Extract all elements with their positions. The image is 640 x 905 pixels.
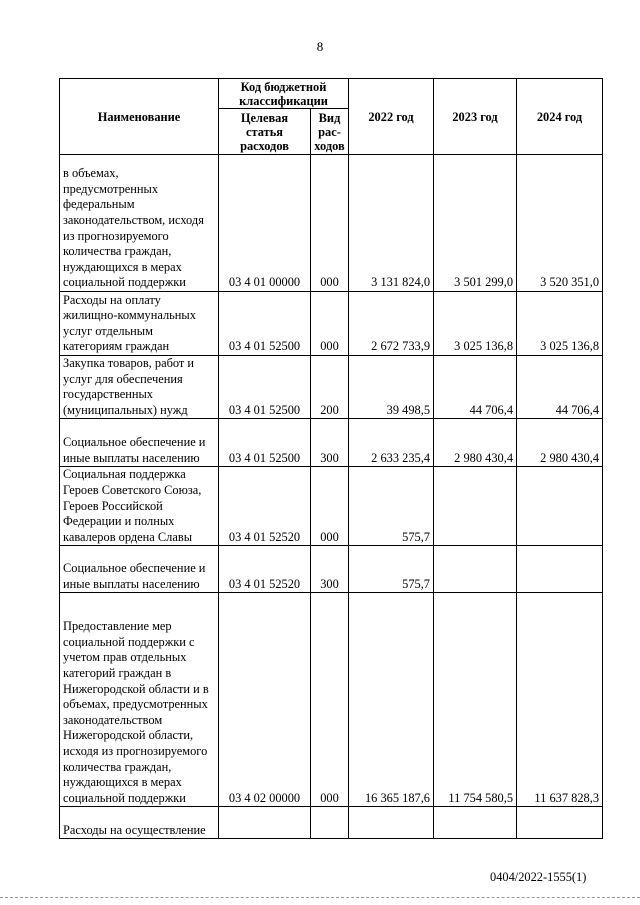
row-target: 03 4 01 52500 <box>219 419 311 467</box>
header-name: Наименование <box>60 79 219 155</box>
row-2022: 16 365 187,6 <box>349 593 434 807</box>
budget-table <box>59 78 603 839</box>
row-name: в объемах, предусмотренных федеральным законодательством, исходя из прогнозируемого количества граждан, нуждающихся в мерах социальной поддержки <box>60 155 219 292</box>
row-2023 <box>434 467 517 546</box>
row-2022: 575,7 <box>349 467 434 546</box>
header-2024: 2024 год <box>517 79 603 155</box>
table-row <box>60 807 603 839</box>
row-name: Расходы на осуществление <box>60 807 219 839</box>
row-2022: 2 672 733,9 <box>349 292 434 356</box>
row-name: Социальное обеспечение и иные выплаты населению <box>60 546 219 593</box>
table-row <box>60 419 603 467</box>
row-target: 03 4 01 52500 <box>219 356 311 419</box>
row-2024 <box>517 467 603 546</box>
row-2023 <box>434 807 517 839</box>
row-2024: 3 520 351,0 <box>517 155 603 292</box>
row-name: Социальная поддержка Героев Советского Союза, Героев Российской Федерации и полных кавалеров ордена Славы <box>60 467 219 546</box>
row-type: 200 <box>311 356 349 419</box>
table-row <box>60 292 603 356</box>
row-target: 03 4 01 00000 <box>219 155 311 292</box>
row-target: 03 4 02 00000 <box>219 593 311 807</box>
row-name: Социальное обеспечение и иные выплаты населению <box>60 419 219 467</box>
row-2024: 11 637 828,3 <box>517 593 603 807</box>
header-kbk: Код бюджетной классификации <box>219 79 349 109</box>
row-type: 000 <box>311 593 349 807</box>
row-type: 000 <box>311 467 349 546</box>
row-2024 <box>517 546 603 593</box>
row-target: 03 4 01 52520 <box>219 546 311 593</box>
row-2023: 3 025 136,8 <box>434 292 517 356</box>
row-type <box>311 807 349 839</box>
row-name: Расходы на оплату жилищно-коммунальных услуг отдельным категориям граждан <box>60 292 219 356</box>
table-row <box>60 356 603 419</box>
row-name: Закупка товаров, работ и услуг для обеспечения государственных (муниципальных) нужд <box>60 356 219 419</box>
table-row <box>60 546 603 593</box>
row-2022: 575,7 <box>349 546 434 593</box>
header-type: Вид рас-ходов <box>311 109 349 155</box>
row-type: 000 <box>311 292 349 356</box>
row-type: 300 <box>311 546 349 593</box>
row-2023: 2 980 430,4 <box>434 419 517 467</box>
row-2024: 44 706,4 <box>517 356 603 419</box>
row-2023: 44 706,4 <box>434 356 517 419</box>
page-number: 8 <box>316 39 324 54</box>
row-target: 03 4 01 52500 <box>219 292 311 356</box>
row-name: Предоставление мер социальной поддержки с учетом прав отдельных категорий граждан в Нижегородской области и в объемах, предусмотренных законодательством Нижегородской области, исходя из прогнозируемого количества граждан, нуждающихся в мерах социальной поддержки <box>60 593 219 807</box>
row-2022: 39 498,5 <box>349 356 434 419</box>
row-target <box>219 807 311 839</box>
document-code: 0404/2022-1555(1) <box>490 870 587 884</box>
row-2023: 3 501 299,0 <box>434 155 517 292</box>
row-2022: 3 131 824,0 <box>349 155 434 292</box>
header-2022: 2022 год <box>349 79 434 155</box>
scan-edge-divider <box>0 897 640 898</box>
table-row <box>60 155 603 292</box>
row-target: 03 4 01 52520 <box>219 467 311 546</box>
row-2024: 3 025 136,8 <box>517 292 603 356</box>
row-2024 <box>517 807 603 839</box>
row-2023: 11 754 580,5 <box>434 593 517 807</box>
row-2022 <box>349 807 434 839</box>
row-2024: 2 980 430,4 <box>517 419 603 467</box>
row-2023 <box>434 546 517 593</box>
table-row <box>60 467 603 546</box>
table-row <box>60 593 603 807</box>
header-2023: 2023 год <box>434 79 517 155</box>
header-target: Целевая статья расходов <box>219 109 311 155</box>
row-type: 000 <box>311 155 349 292</box>
row-type: 300 <box>311 419 349 467</box>
row-2022: 2 633 235,4 <box>349 419 434 467</box>
